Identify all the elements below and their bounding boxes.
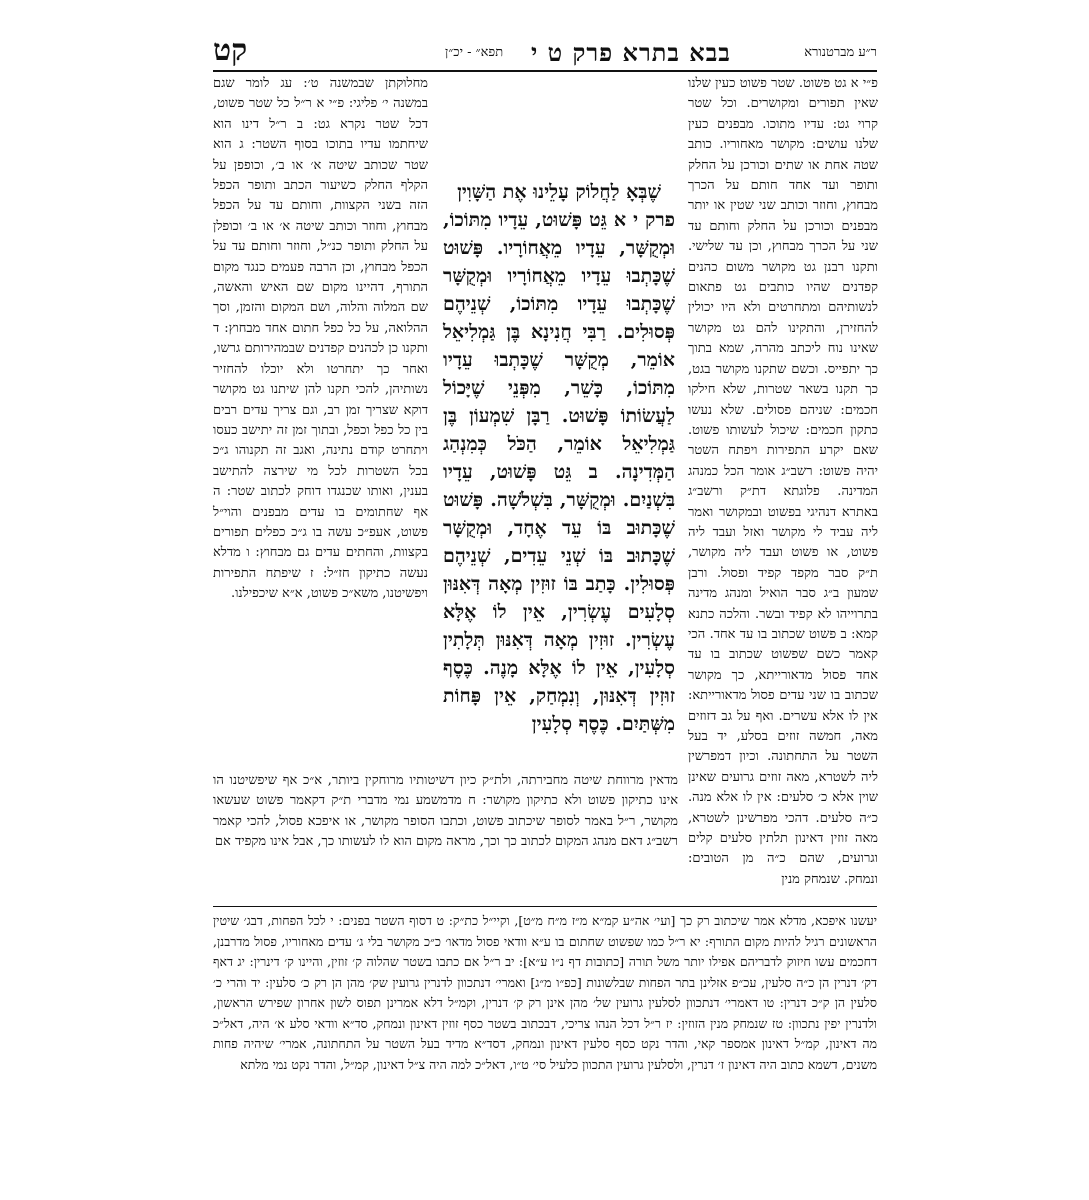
mishna-body: פרק י א גֵּט פָּשׁוּט, עֵדָיו מִתּוֹכוֹ, וּמְקֻשָּׁר, עֵדָיו מֵאֲחוֹרָיו. פָּשׁוּט שֶׁכָּתְבוּ עֵדָיו מֵאֲחוֹרָיו וּמְקֻשָּׁר שֶׁכָּתְבוּ עֵדָיו מִתּוֹכוֹ, שְׁנֵיהֶם פְּסוּלִים. רַבִּי חֲנִינָא בֶּן גַּמְלִיאֵל אוֹמֵר, מְקֻשָּׁר שֶׁכָּתְבוּ עֵדָיו מִתּוֹכוֹ, כָּשֵׁר, מִפְּנֵי שֶׁיָּכוֹל לַעֲשׂוֹתוֹ פָּשׁוּט. רַבָּן שִׁמְעוֹן בֶּן גַּמְלִיאֵל אוֹמֵר, הַכֹּל כְּמִנְהַג הַמְּדִינָה. ב גֵּט פָּשׁוּט, עֵדָיו בִּשְׁנַיִם. וּמְקֻשָּׁר, בִּשְׁלֹשָׁה. פָּשׁוּט שֶׁכָּתוּב בּוֹ עֵד אֶחָד, וּמְקֻשָּׁר שֶׁכָּתוּב בּוֹ שְׁנֵי עֵדִים, שְׁנֵיהֶם פְּסוּלִין. כָּתַב בּוֹ זוּזִין מְאָה דְּאִנּוּן סְלָעִים עֶשְׂרִין, אֵין לוֹ אֶלָּא עֶשְׂרִין. זוּזִין מְאָה דְּאִנּוּן תְּלָתִין סְלָעִין, אֵין לוֹ אֶלָּא מָנֶה. כֶּסֶף זוּזִין דְּאִנּוּן, וְנִמְחַק, אֵין פָּחוֹת מִשְּׁתַּיִם. כֶּסֶף סְלָעִין xyxy=(443,209,675,735)
commentary-continuation xyxy=(213,771,678,853)
mishna-lead: שֶׁבְּאָ לַחֲלוֹק עָלֵינוּ אֶת הַשָּׁוִין xyxy=(457,181,661,203)
mishna-text-block xyxy=(443,178,675,738)
folio-number: קט xyxy=(213,33,248,68)
continuation-text: מדאין מרווחת שיטה מחבירתה, ולת״ק כיון דשיטותיו מרוחקין ביותר, א״כ אף שיפשיטנו הו אינו כתיקון פשוט ולא כתיקון מקושר: ח מדמשמע נמי מדברי ת״ק דקאמר פשוט שעשאו מקושר, ר״ל באמר לסופר שיכתוב פשוט, וכתבו הסופר מקושר, או איפכא פסול, להכי קאמר רשב״ג דאם מנהג המקום לכתוב כך וכך, מראה מקום הוא לו לעשותו כך, אבל אינו מקפיד אם xyxy=(213,773,678,850)
commentary-title: ר״ע מברטנורא xyxy=(804,45,877,60)
bartenura-text: פ״י א גט פשוט. שטר פשוט כעין שלנו שאין תפורים ומקושרים. וכל שטר קרוי גט: עדיו מתוכו. מבפנים כעין שלנו עושים: מקושר מאחוריו. כותב שטה אחת או שתים וכורכן על החלק ותופר ועד אחד חותם על הכרך מבחוץ, וחוזר וכותב שני שטין או יותר מבפנים וכורכן על החלק וחותם עד שני על הכרך מבחוץ, וכן עד שלישי. ותקנו רבנן גט מקושר משום כהנים קפדנים שהיו כותבים גט פתאום לנשותיהם ומתחרטים ולא היו יכולין להחזירן, והתקינו להם גט מקושר שאינו נוח ליכתב מהרה, שמא בתוך כך יתפייס. וכשם שתקנו מקושר בגט, כך תקנו בשאר שטרות, שלא חילקו חכמים: שניהם פסולים. שלא נעשו כתקון חכמים: שיכול לעשותו פשוט. שאם יקרע התפירות ויפתח השטר יהיה פשוט: רשב״ג אומר הכל כמנהג המדינה. פלוגתא דת״ק ורשב״ג באתרא דנהיגי בפשוט ובמקושר ואמר ליה עביד לי מקושר ואזל ועבד ליה פשוט, או פשוט ועבד ליה מקושר, ת״ק סבר מקפד קפיד ופסול. ורבן שמעון ב״ג סבר הואיל ומנהג מדינה בתרוייהו לא קפיד ובשר. והלכה כתנא קמא: ב פשוט שכתוב בו עד אחד. הכי קאמר כשם שפשוט שכתוב בו עד אחד פסול מדאורייתא, כך מקושר שכתוב בו שני עדים פסול מדאורייתא: אין לו אלא עשרים. ואף על גב דזוזים מאה, חמשה זוזים בסלע, יד בעל השטר על התחתונה. וכיון דמפרשין ליה לשטרא, מאה זוזים גרועים שאינן שוין אלא כ׳ סלעים: אין לו אלא מנה. כ״ה סלעים. דהכי מפרשינן לשטרא, מאה זוזין דאינון תלתין סלעים קלים וגרועים, שהם כ״ה מן הטובים: ונמחק. שנמחק מנין xyxy=(688,76,878,887)
bartenura-column xyxy=(688,74,878,890)
footnotes-block xyxy=(213,911,877,1075)
chapter-title: בבא בתרא פרק ט י xyxy=(531,38,731,67)
page-range: תפא״ - יכ״ן xyxy=(445,45,504,60)
footnote-rule xyxy=(213,906,877,907)
tosafot-column xyxy=(213,74,428,605)
tosafot-text: מחלוקתן שבמשנה ט׳: עג לומר שגם במשנה י׳ פליגי: פ״י א ר״ל כל שטר פשוט, דכל שטר נקרא גט: ב ר״ל דינו הוא שיחתמו עדיו בתוכו בסוף השטר: ג הוא שטר שכותב שיטה א׳ או ב׳, וכופפן על הקלף החלק כשיעור הכתב ותופר הכפל הזה בשני הקצוות, וחותם עד על הכפל מבחוץ, וחוזר וכותב שיטה א׳ או ב׳ וכופלן על החלק ותופר כנ״ל, וחוזר וחותם עד על הכפל מבחוץ, וכן הרבה פעמים כנגד מקום התורף, דהיינו מקום שם האיש והאשה, שם המלוה והלוה, ושם המקום והזמן, וסך ההלואה, על כל כפל חתום אחד מבחוץ: ד ותקנו כן לכהנים קפדנים שבמהירותם גרשו, ואחר כך יתחרטו ולא יוכלו להחזיר נשותיהן, להכי תקנו להן שיתנו גט מקושר דוקא שצריך זמן רב, וגם צריך עדים רבים בין כל כפל וכפל, ובתוך זמן זה יתישב כעסו ויתחרט קודם נתינה, ואגב זה תקנוהו ג״כ בכל השטרות לכל מי שירצה להתישב בענין, ואותו שכנגדו דוחק לכתוב שטר: ה אף שחתומים בו עדים מבפנים והוי״ל פשוט, אעפ״כ עשה בו ג״כ כפלים תפורים בקצוות, והחתים עדים גם מבחוץ: ו מדלא נעשה כתיקון חז״ל: ז שיפתח התפירות ויפשיטנו, משא״כ פשוט, א״א שיכפילנו. xyxy=(213,76,428,602)
footnotes-text: יעשנו איפכא, מדלא אמר שיכתוב רק כך [ועי׳ אה״ע קמ״א מ״ז מ״ח מ״ט], וקיי״ל כת״ק: ט דסוף השטר בפנים: י לכל הפחות, דבג׳ שיטין הראשונים רגיל להיות מקום התורף: יא ר״ל כמו שפשוט שחתום בו ע״א וודאי פסול מדאו׳ כ״כ מקושר בלי ג׳ עדים מאחוריו, פסול מדרבנן, דחכמים עשו חיזוק לדבריהם אפילו יותר משל תורה [כתובות דף נ״ו ע״א]: יב ר״ל אם כתבו בשטר שהלוה ק׳ זוזין, והיינו ק׳ דינרין: יג דאף דק׳ דנרין הן כ״ה סלעין, עכ״פ אזלינן בתר הפחות שבלשונות [כפ״ו מ״ג] ואמרי׳ דנתכוון לדנרין גרועין שק׳ מהן הן רק כ׳ סלעין: יד והרי כ׳ סלעין הן ק״כ דנרין: טו דאמרי׳ דנתכוון לסלעין גרועין של׳ מהן אינן רק ק׳ דנרין, וקמ״ל דלא אמרינן תפוס לשון אחרון שפירש הראשון, ולדנרין יפין נתכוון: טז שנמחק מנין הזוזין: יז ר״ל דכל הנהו צריכי, דבכתוב בשטר כסף זוזין דאינון ונמחק, סד״א וודאי סלע א׳ היה, דאל״כ מה דאינון, קמ״ל דאינון אמספר קאי, והדר נקט כסף סלעין דאינון ונמחק, דסד״א מדיד בעל השטר על התחתונה, אמרי׳ שיהיה פחות משנים, דשמא כתוב היה דאינון ז׳ דנרין, ולסלעין גרועין התכוון כלעיל סי׳ ט״ו, דאל״כ למה היה צ״ל דאינון, קמ״ל, והדר נקט נמי מלתא xyxy=(213,913,877,1072)
page-header xyxy=(213,33,877,68)
header-rule xyxy=(213,70,877,72)
